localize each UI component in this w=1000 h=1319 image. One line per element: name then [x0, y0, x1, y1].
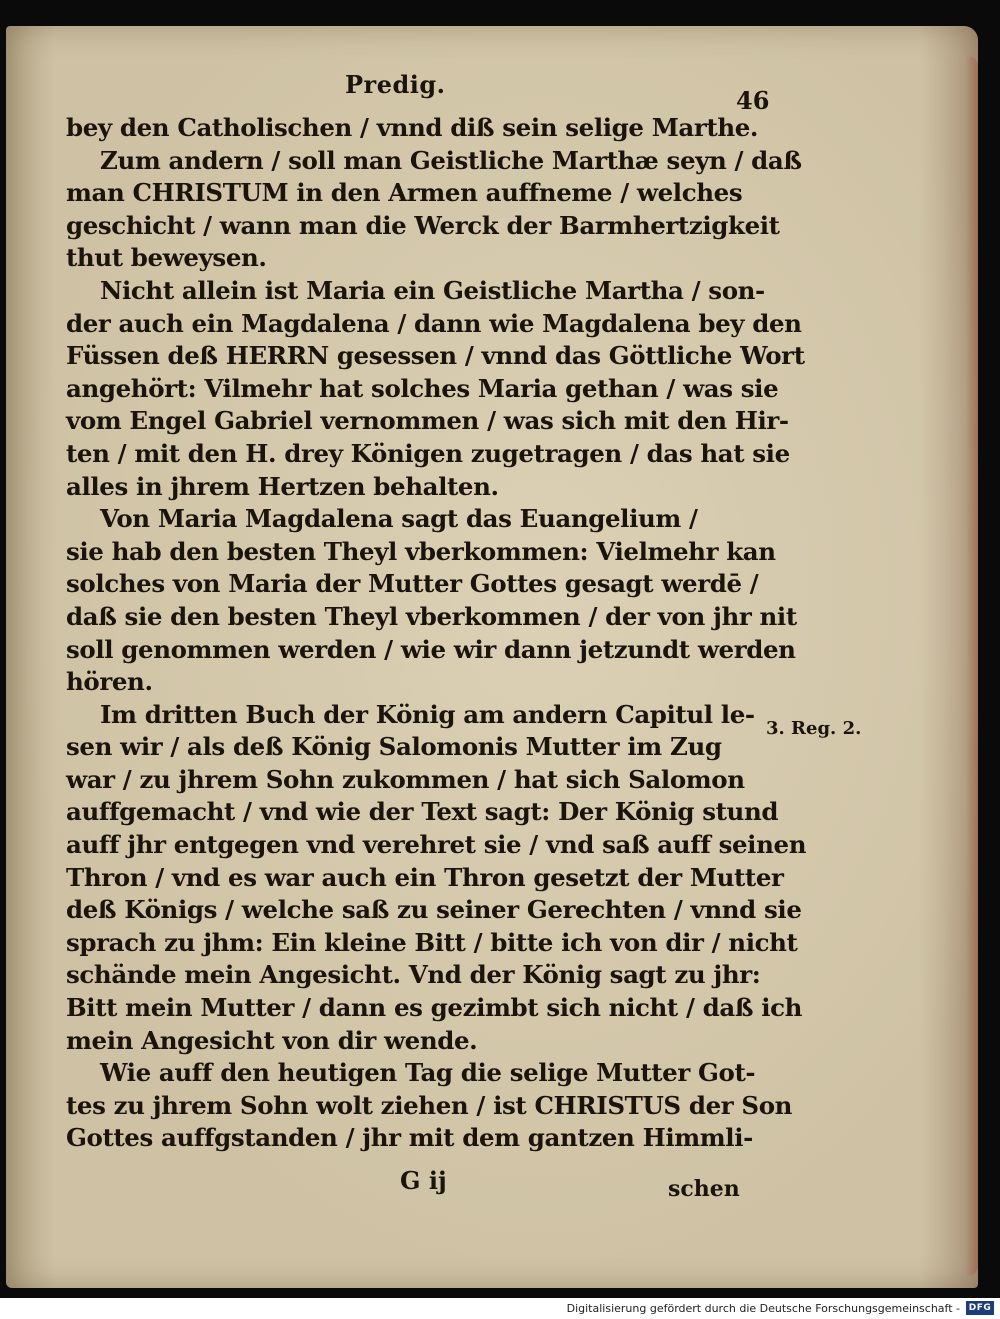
text-line: sprach zu jhm: Ein kleine Bitt / bitte ich von dir / nicht: [66, 927, 798, 957]
text-line: war / zu jhrem Sohn zukommen / hat sich Salomon: [66, 764, 745, 794]
text-line: sie hab den besten Theyl vberkommen: Vielmehr kan: [66, 536, 776, 566]
text-line: Zum andern / soll man Geistliche Marthæ seyn / daß: [100, 145, 802, 175]
text-line: Im dritten Buch der König am andern Capitul le-: [100, 699, 755, 729]
body-text: [66, 112, 807, 1155]
text-line: ten / mit den H. drey Königen zugetragen / das hat sie: [66, 438, 790, 468]
catchword: schen: [668, 1176, 740, 1202]
text-line: Nicht allein ist Maria ein Geistliche Martha / son-: [100, 275, 765, 305]
text-line: man CHRISTUM in den Armen auffneme / welches: [66, 178, 743, 208]
text-line: hören.: [66, 667, 153, 697]
text-line: deß Königs / welche saß zu seiner Gerechten / vnnd sie: [66, 895, 802, 925]
text-line: bey den Catholischen / vnnd diß sein selige Marthe.: [66, 113, 759, 142]
signature-mark: G ij: [400, 1166, 447, 1195]
text-line: schände mein Angesicht. Vnd der König sagt zu jhr:: [66, 960, 761, 990]
dfg-logo: DFG: [966, 1301, 994, 1315]
text-line: der auch ein Magdalena / dann wie Magdalena bey den: [66, 308, 802, 338]
text-line: vom Engel Gabriel vernommen / was sich mit den Hir-: [66, 406, 789, 436]
text-line: sen wir / als deß König Salomonis Mutter im Zug: [66, 732, 722, 762]
text-line: soll genommen werden / wie wir dann jetzundt werden: [66, 634, 796, 664]
text-line: solches von Maria der Mutter Gottes gesagt werdē /: [66, 569, 759, 599]
text-line: angehört: Vilmehr hat solches Maria gethan / was sie: [66, 373, 779, 403]
text-line: Wie auff den heutigen Tag die selige Mutter Got-: [100, 1058, 756, 1088]
text-line: tes zu jhrem Sohn wolt ziehen / ist CHRISTUS der Son: [66, 1090, 793, 1120]
text-line: Thron / vnd es war auch ein Thron gesetzt der Mutter: [66, 862, 784, 892]
text-line: geschicht / wann man die Werck der Barmhertzigkeit: [66, 210, 780, 240]
page-number: 46: [736, 86, 770, 115]
text-line: Gottes auffgstanden / jhr mit dem gantzen Himmli-: [66, 1123, 753, 1153]
running-head: Predig.: [345, 70, 446, 99]
text-line: auff jhr entgegen vnd verehret sie / vnd saß auff seinen: [66, 830, 807, 860]
text-line: daß sie den besten Theyl vberkommen / der von jhr nit: [66, 601, 797, 631]
text-line: Bitt mein Mutter / dann es gezimbt sich nicht / daß ich: [66, 993, 803, 1023]
text-line: alles in jhrem Hertzen behalten.: [66, 471, 499, 501]
funding-notice: Digitalisierung gefördert durch die Deutsche Forschungsgemeinschaft -: [566, 1302, 960, 1315]
page-edge: [966, 56, 978, 1276]
text-line: Von Maria Magdalena sagt das Euangelium /: [100, 504, 698, 534]
margin-note: 3. Reg. 2.: [766, 718, 862, 739]
text-line: auffgemacht / vnd wie der Text sagt: Der König stund: [66, 797, 779, 827]
footer-bar: [0, 1298, 1000, 1319]
text-line: Füssen deß HERRN gesessen / vnnd das Göttliche Wort: [66, 341, 805, 371]
text-line: mein Angesicht von dir wende.: [66, 1025, 478, 1055]
text-line: thut beweysen.: [66, 243, 267, 273]
